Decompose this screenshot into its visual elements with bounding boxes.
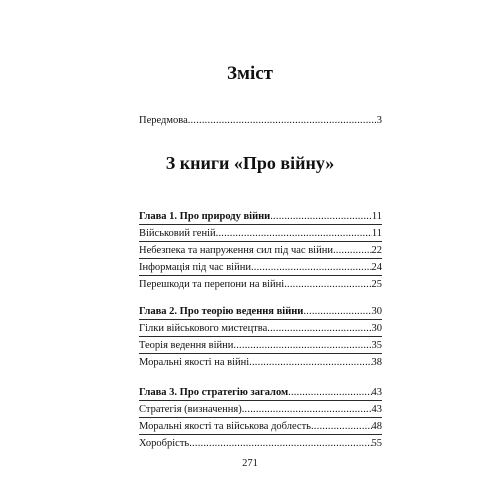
toc-entry-label: Інформація під час війни bbox=[139, 262, 251, 273]
toc-entry-label: Хоробрість bbox=[139, 438, 190, 449]
toc-chapter-label: Глава 1. Про природу війни bbox=[139, 211, 271, 222]
toc-entry-page: 22 bbox=[371, 245, 382, 256]
toc-leader-dots bbox=[270, 210, 372, 224]
toc-entry-label: Моральні якості та військова доблесть bbox=[139, 421, 311, 432]
toc-leader-dots bbox=[249, 356, 371, 370]
toc-entry-label: Теорія ведення війни bbox=[139, 340, 234, 351]
toc-entry-label: Передмова bbox=[139, 115, 188, 126]
toc-entry bbox=[139, 320, 382, 336]
toc-leader-dots bbox=[288, 386, 371, 400]
toc-chapter-page: 30 bbox=[371, 306, 382, 317]
toc-leader-dots bbox=[333, 244, 372, 258]
toc-leader-dots bbox=[311, 420, 372, 434]
toc-entry-page: 24 bbox=[371, 262, 382, 273]
toc-entry-page: 43 bbox=[371, 404, 382, 415]
toc-leader-dots bbox=[189, 437, 371, 451]
toc-entry bbox=[139, 337, 382, 353]
toc-leader-dots bbox=[251, 261, 372, 275]
book-title: З книги «Про війну» bbox=[165, 153, 335, 173]
toc-chapter-heading bbox=[139, 303, 382, 319]
toc-entry-page: 3 bbox=[376, 115, 382, 126]
toc-entry-label: Гілки військового мистецтва bbox=[139, 323, 268, 334]
toc-leader-dots bbox=[303, 305, 371, 319]
page-title: Зміст bbox=[226, 63, 273, 84]
toc-entry-label: Моральні якості на війні bbox=[139, 357, 250, 368]
toc-leader-dots bbox=[242, 403, 372, 417]
toc-entry bbox=[139, 259, 382, 275]
toc-leader-dots bbox=[233, 339, 371, 353]
toc-chapter-page: 11 bbox=[371, 211, 382, 222]
toc-entry-label: Військовий геній bbox=[139, 228, 216, 239]
page-number: 271 bbox=[242, 458, 258, 469]
toc-entry bbox=[139, 276, 382, 292]
toc-entry-label: Перешкоди та перепони на війні bbox=[139, 279, 285, 290]
toc-leader-dots bbox=[267, 322, 371, 336]
toc-entry bbox=[139, 242, 382, 258]
toc-entry-page: 30 bbox=[371, 323, 382, 334]
toc-leader-dots bbox=[284, 278, 371, 292]
toc-entry-label: Небезпека та напруження сил під час війни bbox=[139, 245, 333, 256]
toc-leader-dots bbox=[216, 227, 372, 241]
toc-chapter-heading bbox=[139, 384, 382, 400]
toc-entry-page: 48 bbox=[371, 421, 382, 432]
toc-entry-label: Стратегія (визначення) bbox=[139, 404, 242, 415]
toc-entry-page: 11 bbox=[371, 228, 382, 239]
toc-entry bbox=[139, 435, 382, 451]
toc-entry-page: 25 bbox=[371, 279, 382, 290]
toc-entry-page: 55 bbox=[371, 438, 382, 449]
toc-entry bbox=[139, 418, 382, 434]
toc-chapter-label: Глава 3. Про стратегію загалом bbox=[139, 387, 289, 398]
toc-chapter-page: 43 bbox=[371, 387, 382, 398]
toc-entry-preface bbox=[139, 112, 382, 128]
toc-leader-dots bbox=[188, 114, 377, 128]
toc-chapter-label: Глава 2. Про теорію ведення війни bbox=[139, 306, 304, 317]
toc-entry bbox=[139, 354, 382, 370]
toc-entry bbox=[139, 225, 382, 241]
toc-entry bbox=[139, 401, 382, 417]
toc-entry-page: 35 bbox=[371, 340, 382, 351]
toc-chapter-heading bbox=[139, 208, 382, 224]
toc-entry-page: 38 bbox=[371, 357, 382, 368]
